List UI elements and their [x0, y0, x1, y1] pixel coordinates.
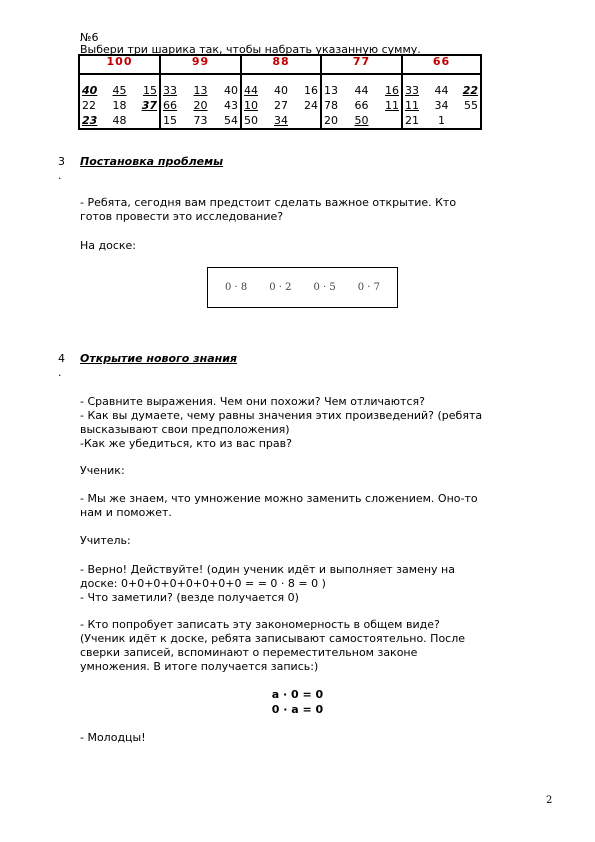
ball: 21: [405, 114, 419, 127]
ball: 15: [143, 84, 157, 97]
ball: 20: [193, 99, 208, 112]
balls-group-77: [321, 74, 402, 129]
ball: 33: [163, 84, 177, 97]
sum-66: 66: [402, 55, 481, 74]
ball: 34: [434, 99, 449, 112]
formula: а · 0 = 0: [271, 688, 324, 701]
ball: 33: [405, 84, 419, 97]
ball: 15: [163, 114, 177, 127]
ball: 24: [303, 99, 318, 112]
paragraph-line: (Ученик идёт к доске, ребята записывают самостоятельно. После: [80, 632, 466, 645]
expression: 0 · 8: [224, 282, 248, 293]
ball: 34: [273, 114, 288, 127]
ball: 66: [163, 99, 177, 112]
balls-group-99: [160, 74, 241, 129]
expression: 0 · 2: [269, 282, 292, 293]
board-label: На доске:: [80, 239, 137, 252]
ball: 22: [462, 84, 478, 97]
ball: 27: [273, 99, 288, 112]
ball: 23: [82, 114, 98, 127]
ball: 78: [324, 99, 338, 112]
ball: [293, 113, 318, 128]
ball: 44: [244, 84, 258, 97]
section-title: Постановка проблемы: [80, 155, 224, 168]
balls-group-100: [79, 74, 160, 129]
section-dot: .: [58, 169, 62, 182]
balls-group-88: [241, 74, 321, 129]
paragraph-line: высказывают свои предположения): [80, 423, 290, 436]
ball: 20: [324, 114, 338, 127]
ball: 45: [112, 84, 127, 97]
ball: 66: [354, 99, 369, 112]
paragraph-line: сверки записей, вспоминают о переместительном законе: [80, 646, 418, 659]
sums-header-row: [79, 55, 481, 74]
paragraph-line: -Как же убедиться, кто из вас прав?: [80, 437, 292, 450]
paragraph-line: доске: 0+0+0+0+0+0+0+0 = = 0 · 8 = 0 ): [80, 577, 326, 590]
paragraph-line: - Как вы думаете, чему равны значения этих произведений? (ребята: [80, 409, 483, 422]
section-number: 4: [58, 352, 65, 365]
ball: 13: [324, 84, 338, 97]
sum-99: 99: [160, 55, 241, 74]
paragraph-line: - Верно! Действуйте! (один ученик идёт и выполняет замену на: [80, 563, 455, 576]
sum-88: 88: [241, 55, 321, 74]
ball: [374, 113, 399, 128]
ball: 16: [303, 84, 318, 97]
ball: 40: [273, 84, 288, 97]
balls-row: [79, 74, 481, 129]
task-instruction: Выбери три шарика так, чтобы набрать указанную сумму.: [80, 43, 421, 56]
ball: 40: [224, 84, 238, 97]
ball: 1: [437, 114, 445, 127]
sum-100: 100: [79, 55, 160, 74]
paragraph-line: готов провести это исследование?: [80, 210, 284, 223]
ball: 10: [244, 99, 258, 112]
sum-77: 77: [321, 55, 402, 74]
paragraph-line: - Молодцы!: [80, 731, 146, 744]
section-dot: .: [58, 366, 62, 379]
ball: 18: [112, 99, 127, 112]
ball: 55: [464, 99, 478, 112]
sums-table: [78, 54, 482, 130]
speaker-label: Учитель:: [80, 534, 131, 547]
ball: 44: [434, 84, 449, 97]
ball: 50: [244, 114, 258, 127]
page-number: 2: [546, 795, 553, 806]
ball: 13: [193, 84, 208, 97]
board-expressions: [208, 282, 397, 293]
ball: 50: [354, 114, 369, 127]
ball: 11: [405, 99, 419, 112]
ball: 73: [193, 114, 208, 127]
task-title: №6: [80, 31, 99, 44]
ball: [454, 113, 478, 128]
paragraph-line: нам и поможет.: [80, 506, 172, 519]
section-title: Открытие нового знания: [80, 352, 237, 365]
ball: 43: [224, 99, 238, 112]
board-box: [207, 267, 398, 308]
paragraph-line: - Что заметили? (везде получается 0): [80, 591, 299, 604]
expression: 0 · 7: [357, 282, 380, 293]
ball: 11: [385, 99, 399, 112]
paragraph-line: умножения. В итоге получается запись:): [80, 660, 319, 673]
ball: 44: [354, 84, 369, 97]
ball: 54: [224, 114, 238, 127]
section-number: 3: [58, 155, 65, 168]
paragraph-line: - Мы же знаем, что умножение можно заменить сложением. Оно-то: [80, 492, 478, 505]
ball: 37: [141, 99, 157, 112]
paragraph-line: - Кто попробует записать эту закономерность в общем виде?: [80, 618, 440, 631]
speaker-label: Ученик:: [80, 464, 125, 477]
ball: 40: [82, 84, 98, 97]
balls-group-66: [402, 74, 481, 129]
ball: 16: [385, 84, 399, 97]
expression: 0 · 5: [313, 282, 336, 293]
paragraph-line: - Ребята, сегодня вам предстоит сделать важное открытие. Кто: [80, 196, 457, 209]
ball: [132, 113, 157, 128]
ball: 48: [112, 114, 127, 127]
ball: 22: [82, 99, 96, 112]
formula: 0 · а = 0: [271, 703, 324, 716]
paragraph-line: - Сравните выражения. Чем они похожи? Чем отличаются?: [80, 395, 425, 408]
